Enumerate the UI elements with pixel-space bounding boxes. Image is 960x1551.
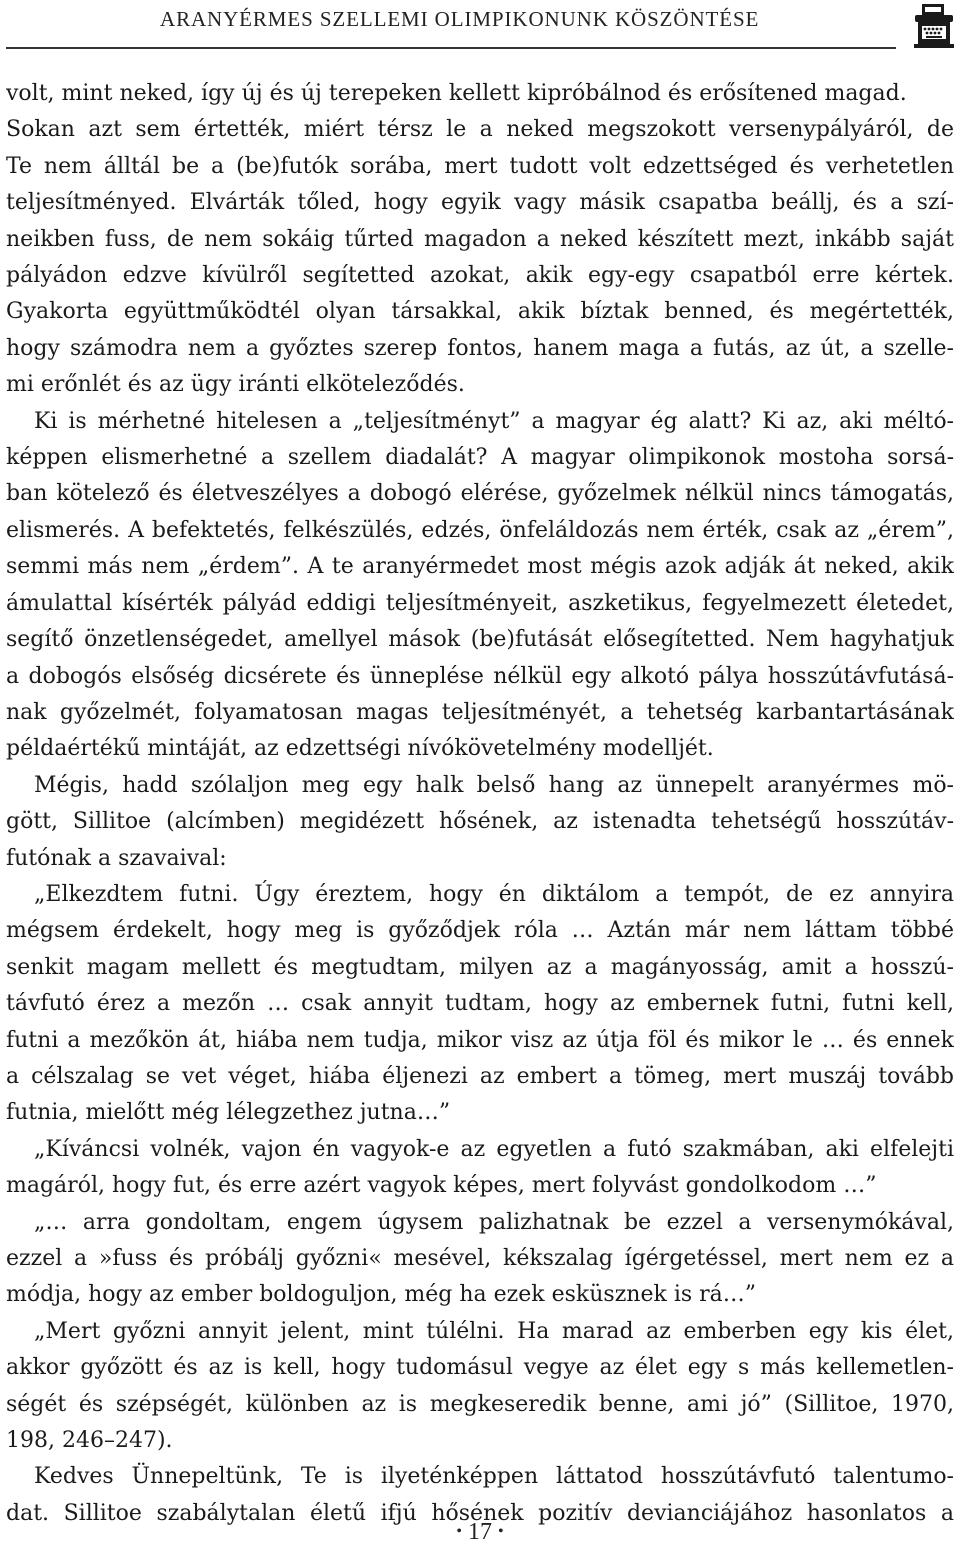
text-line: teljesítményed. Elvárták tőled, hogy egyik vagy másik csapatba beállj, és a szí- [6,190,954,216]
page-number: 17 [468,1519,492,1545]
text-line: semmi más nem „érdem”. A te aranyérmedet most mégis azok adják át neked, akik [6,554,954,580]
text-line: Kedves Ünnepeltünk, Te is ilyeténképpen láttatod hosszútávfutó talentumo- [34,1464,954,1490]
text-line: mégsem érdekelt, hogy meg is győződjek róla … Aztán már nem láttam többé [6,918,954,944]
text-line: segítő önzetlenségedet, amellyel mások (be)futását elősegítetted. Nem hagyhatjuk [6,627,954,653]
text-line: elismerés. A befektetés, felkészülés, edzés, önfeláldozás nem érték, csak az „érem”, [6,517,954,543]
text-line: nak győzelmét, folyamatosan magas teljesítményét, a tehetség karbantartásának [6,699,954,725]
text-line: futnia, mielőtt még lélegzethez jutna…” [6,1100,451,1126]
text-line: Te nem álltál be a (be)futók sorába, mert tudott volt edzettséged és verhetetlen [6,153,954,179]
text-line: akkor győzött és az is kell, hogy tudomásul vegye az élet egy s más kellemetlen- [6,1355,954,1381]
text-line: ezzel a »fuss és próbálj győzni« mesével, kékszalag ígérgetéssel, mert nem ez a [6,1246,954,1271]
text-line: gött, Sillitoe (alcímben) megidézett hősének, az istenadta tehetségű hosszútáv- [6,809,954,835]
running-header [0,0,960,60]
footer-dot-right: • [498,1523,504,1540]
text-line: futónak a szavaival: [6,845,227,871]
text-line: ban kötelező és életveszélyes a dobogó elérése, győzelmek nélkül nincs támogatás, [6,481,954,507]
text-line: Mégis, hadd szólaljon meg egy halk belső hang az ünnepelt aranyérmes mö- [34,772,954,798]
text-line: volt, mint neked, így új és új terepeken kellett kipróbálnod és erősítened magad. [6,81,907,106]
text-line: futni a mezőkön át, hiába nem tudja, mikor visz az útja föl és mikor le … és ennek [6,1027,954,1053]
body-text [6,76,954,1532]
text-line: Ki is mérhetné hitelesen a „teljesítményt” a magyar ég alatt? Ki az, aki méltó- [34,408,954,434]
text-line: „Mert győzni annyit jelent, mint túlélni. Ha marad az emberben egy kis élet, [34,1318,954,1344]
text-line: 198, 246–247). [6,1428,173,1454]
page-footer [0,1519,960,1546]
text-line: ámulattal kísérték pályád eddigi teljesítményeit, aszketikus, fegyelmezett életedet, [6,590,954,616]
footer-dot-left: • [456,1523,462,1540]
header-rule [6,47,896,49]
text-line: példaértékű mintáját, az edzettségi nívókövetelmény modelljét. [6,736,714,762]
text-line: hogy számodra nem a győztes szerep fontos, hanem maga a futás, az út, a szelle- [6,335,954,361]
text-line: a dobogós elsőség dicsérete és ünneplése nélkül egy alkotó pálya hosszútávfutásá- [6,663,954,689]
text-line: neikben fuss, de nem sokáig tűrted magadon a neked készített mezt, inkább saját [6,226,954,252]
text-line: mi erőnlét és az ügy iránti elköteleződés. [6,372,465,398]
text-line: Sokan azt sem értették, miért térsz le a neked megszokott versenypályáról, de [6,117,954,143]
text-line: „… arra gondoltam, engem úgysem palizhatnak be ezzel a versenymókával, [34,1209,954,1235]
text-line: magáról, hogy fut, és erre azért vagyok képes, mert folyvást gondolkodom …” [6,1173,877,1199]
text-line: senkit magam mellett és megtudtam, milyen az a magányosság, amit a hosszú- [6,954,954,980]
text-line: Gyakorta együttműködtél olyan társakkal, akik bíztak benned, és megértették, [6,299,954,325]
text-line: ségét és szépségét, különben az is megkeseredik benne, ami jó” (Sillitoe, 1970, [6,1391,954,1417]
text-line: a célszalag se vet véget, hiába éljenezi az embert a tömeg, mert muszáj tovább [6,1063,954,1089]
typewriter-icon [913,3,955,49]
text-line: pályádon edzve kívülről segítetted azokat, akik egy-egy csapatból erre kértek. [6,263,954,289]
text-line: „Elkezdtem futni. Úgy éreztem, hogy én diktálom a tempót, de ez annyira [34,881,954,907]
running-header-title: ARANYÉRMES SZELLEMI OLIMPIKONUNK KÖSZÖNTÉSE [160,7,760,31]
text-line: „Kíváncsi volnék, vajon én vagyok-e az egyetlen a futó szakmában, aki elfelejti [34,1136,954,1162]
text-line: módja, hogy az ember boldoguljon, még ha ezek esküsznek is rá…” [6,1282,757,1308]
text-line: dat. Sillitoe szabálytalan életű ifjú hősének pozitív devianciájához hasonlatos a [6,1500,954,1526]
text-line: képpen elismerhetné a szellem diadalát? A magyar olimpikonok mostoha sorsá- [6,445,954,471]
text-line: távfutó érez a mezőn … csak annyit tudtam, hogy az embernek futni, futni kell, [6,991,954,1017]
